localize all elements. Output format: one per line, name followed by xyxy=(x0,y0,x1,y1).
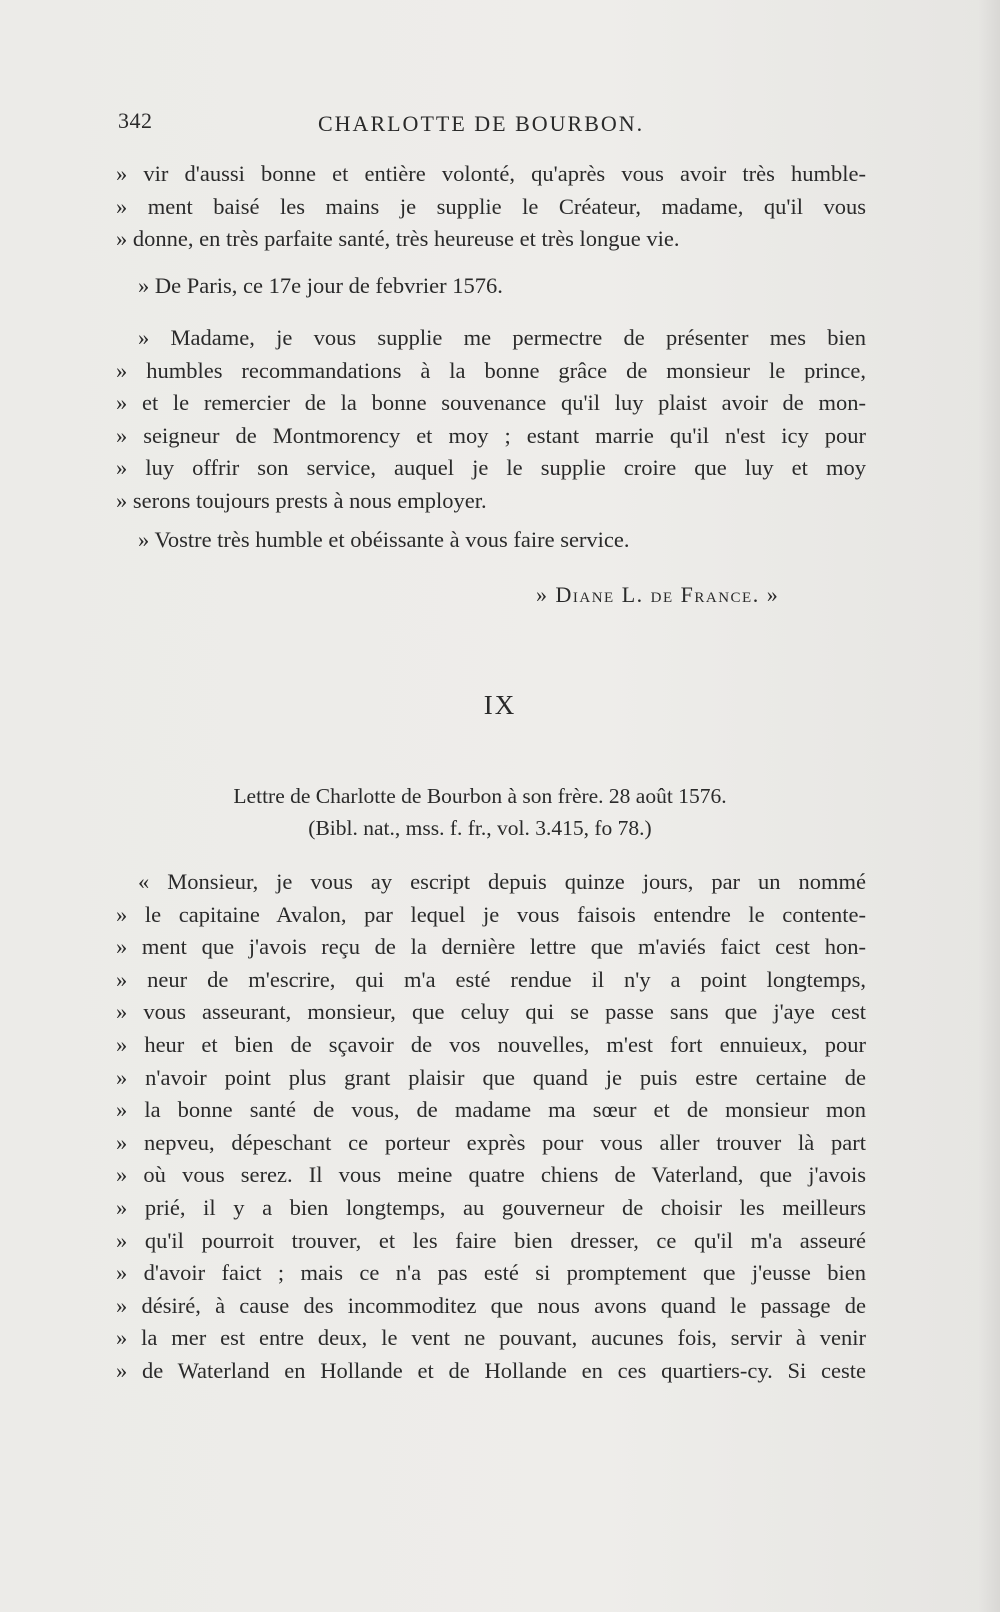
letter-continuation xyxy=(116,158,866,256)
text-line: » d'avoir faict ; mais ce n'a pas esté si promptement que j'eusse bien xyxy=(116,1260,866,1286)
text-line: » heur et bien de sçavoir de vos nouvelles, m'est fort ennuieux, pour xyxy=(116,1031,866,1057)
text-line: » désiré, à cause des incommoditez que nous avons quand le passage de xyxy=(116,1292,866,1318)
text-line: » et le remercier de la bonne souvenance qu'il luy plaist avoir de mon- xyxy=(116,390,866,416)
text-line: » la bonne santé de vous, de madame ma sœur et de monsieur mon xyxy=(116,1097,866,1123)
caption-title: Lettre de Charlotte de Bourbon à son frère. 28 août 1576. xyxy=(233,784,727,808)
text-line: » humbles recommandations à la bonne grâce de monsieur le prince, xyxy=(116,357,866,383)
postscript-paragraph xyxy=(116,322,866,518)
text-line: » seigneur de Montmorency et moy ; estant marrie qu'il n'est icy pour xyxy=(116,422,866,448)
text-line: » prié, il y a bien longtemps, au gouverneur de choisir les meilleurs xyxy=(116,1194,866,1220)
text-line: » vous asseurant, monsieur, que celuy qui se passe sans que j'aye cest xyxy=(116,999,866,1025)
text-line: » vir d'aussi bonne et entière volonté, qu'après vous avoir très humble- xyxy=(116,161,866,186)
text-line: » n'avoir point plus grant plaisir que quand je puis estre certaine de xyxy=(116,1064,866,1090)
text-line: » de Waterland en Hollande et de Hollande en ces quartiers-cy. Si ceste xyxy=(116,1357,866,1383)
letter-body xyxy=(116,866,866,1388)
text-line: » luy offrir son service, auquel je le supplie croire que luy et moy xyxy=(116,455,866,481)
text-line: » ment baisé les mains je supplie le Créateur, madame, qu'il vous xyxy=(116,193,866,219)
closing-text: » Vostre très humble et obéissante à vous faire service. xyxy=(138,527,630,552)
text-line: » neur de m'escrire, qui m'a esté rendue il n'y a point longtemps, xyxy=(116,966,866,992)
text-line: » donne, en très parfaite santé, très heureuse et très longue vie. xyxy=(116,226,680,252)
text-line: » la mer est entre deux, le vent ne pouvant, aucunes fois, servir à venir xyxy=(116,1325,866,1351)
closing-formula xyxy=(116,524,866,557)
text-line: « Monsieur, je vous ay escript depuis quinze jours, par un nommé xyxy=(138,869,866,894)
signature: » Diane L. de France. » xyxy=(536,582,780,607)
letter-caption xyxy=(0,780,960,844)
dateline xyxy=(116,270,866,303)
text-line: » nepveu, dépeschant ce porteur exprès pour vous aller trouver là part xyxy=(116,1129,866,1155)
dateline-text: » De Paris, ce 17e jour de febvrier 1576. xyxy=(138,273,503,298)
text-line: » serons toujours prests à nous employer. xyxy=(116,487,487,513)
page-edge-shadow xyxy=(978,0,1000,1612)
running-title: CHARLOTTE DE BOURBON. xyxy=(318,111,645,136)
text-line: » qu'il pourroit trouver, et les faire bien dresser, ce qu'il m'a asseuré xyxy=(116,1227,866,1253)
text-line: » Madame, je vous supplie me permectre de présenter mes bien xyxy=(138,325,866,350)
text-line: » ment que j'avois reçu de la dernière lettre que m'aviés faict cest hon- xyxy=(116,934,866,960)
text-line: » où vous serez. Il vous meine quatre chiens de Vaterland, que j'avois xyxy=(116,1162,866,1188)
text-line: » le capitaine Avalon, par lequel je vous faisois entendre le contente- xyxy=(116,901,866,927)
page-number: 342 xyxy=(118,108,153,133)
caption-source: (Bibl. nat., mss. f. fr., vol. 3.415, fo 78.) xyxy=(308,816,652,840)
section-number: IX xyxy=(483,690,517,720)
